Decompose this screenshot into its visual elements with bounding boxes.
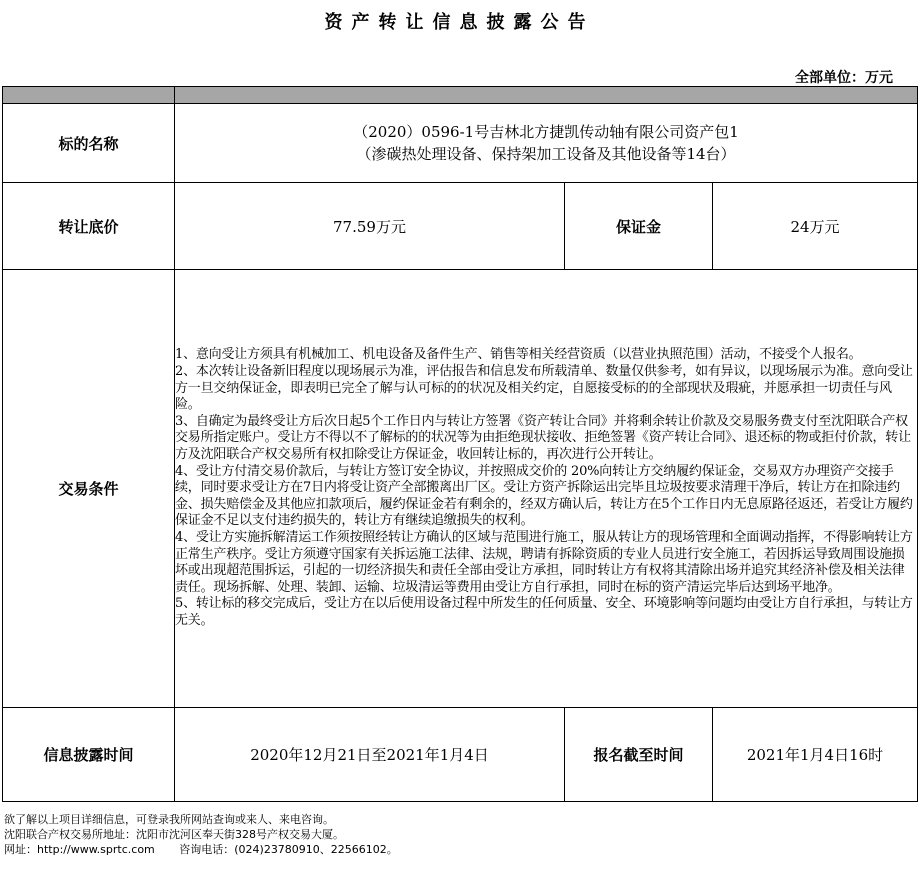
footer-notes — [4, 812, 398, 857]
condition-item: 3、自确定为最终受让方后次日起5个工作日内与转让方签署《资产转让合同》并将剩余转让价款及交易服务费支付至沈阳联合产权交易所指定账户。受让方不得以不了解标的的状况等为由拒绝现状接收、拒绝签署《资产转让合同》、退还标的物或拒付价款，转让方及沈阳联合产权交易所有权扣除受让方保证金，收回转让标的，再次进行公开转让。 — [175, 413, 911, 463]
condition-item: 4、受让方实施拆解清运工作须按照经转让方确认的区域与范围进行施工，服从转让方的现场管理和全面调动指挥，不得影响转让方正常生产秩序。受让方须遵守国家有关拆运施工法律、法规，聘请有拆除资质的专业人员进行安全施工，若因拆运导致周围设施损坏或出现超范围拆运，引起的一切经济损失和责任全部由受让方承担，同时转让方有权将其清除出场并追究其经济补偿及相关法律责任。现场拆解、处理、装卸、运输、垃圾清运等费用由受让方自行承担，同时在标的资产清运完毕后达到场平地净。 — [175, 529, 913, 595]
footer-line-inquiry: 欲了解以上项目详细信息，可登录我所网站查询或来人、来电咨询。 — [4, 813, 334, 826]
conditions-row — [3, 270, 918, 708]
header-band-right — [175, 87, 918, 104]
header-band-row — [3, 87, 918, 104]
disclosure-time-label: 信息披露时间 — [3, 708, 175, 802]
subject-name-value — [175, 104, 918, 183]
disclosure-table — [2, 86, 918, 802]
condition-item: 1、意向受让方须具有机械加工、机电设备及备件生产、销售等相关经营资质（以营业执照范围）活动，不接受个人报名。 — [175, 347, 862, 363]
header-band-left — [3, 87, 175, 104]
unit-note: 全部单位：万元 — [795, 70, 893, 86]
disclosure-row — [3, 708, 918, 802]
footer-line-address: 沈阳联合产权交易所地址：沈阳市沈河区奉天街328号产权交易大厦。 — [4, 828, 344, 841]
footer-line-contact: 网址：http://www.sprtc.com 咨询电话：(024)23780910、22566102。 — [4, 843, 398, 856]
subject-name-label: 标的名称 — [3, 104, 175, 183]
price-label: 转让底价 — [3, 183, 175, 270]
conditions-label: 交易条件 — [3, 270, 175, 708]
deadline-label: 报名截至时间 — [565, 708, 713, 802]
price-row — [3, 183, 918, 270]
conditions-text — [175, 270, 918, 708]
deposit-label: 保证金 — [565, 183, 713, 270]
price-value: 77.59万元 — [175, 183, 565, 270]
document-title: 资产转让信息披露公告 — [324, 12, 595, 33]
deadline-value: 2021年1月4日16时 — [713, 708, 918, 802]
condition-item: 5、转让标的移交完成后，受让方在以后使用设备过程中所发生的任何质量、安全、环境影响等问题均由受让方自行承担，与转让方无关。 — [175, 596, 913, 628]
subject-name-row — [3, 104, 918, 183]
disclosure-time-value: 2020年12月21日至2021年1月4日 — [175, 708, 565, 802]
condition-item: 2、本次转让设备新旧程度以现场展示为准，评估报告和信息发布所载清单、数量仅供参考，如有异议，以现场展示为准。意向受让方一旦交纳保证金，即表明已完全了解与认可标的的状况及相关约定，自愿接受标的的全部现状及瑕疵，并愿承担一切责任与风险。 — [175, 364, 913, 413]
subject-name-line1: （2020）0596-1号吉林北方捷凯传动轴有限公司资产包1 — [353, 123, 739, 141]
deposit-value: 24万元 — [713, 183, 918, 270]
subject-name-line2: （渗碳热处理设备、保持架加工设备及其他设备等14台） — [356, 145, 736, 163]
condition-item: 4、受让方付清交易价款后，与转让方签订安全协议，并按照成交价的 20%向转让方交纳履约保证金，交易双方办理资产交接手续，同时要求受让方在7日内将受让资产全部搬离出厂区。受让方资产拆除运出完毕且垃圾按要求清理干净后，转让方在扣除违约金、损失赔偿金及其他应扣款项后，履约保证金若有剩余的，经双方确认后，转让方在5个工作日内无息原路径返还，若受让方履约保证金不足以支付违约损失的，转让方有继续追缴损失的权利。 — [175, 463, 913, 529]
